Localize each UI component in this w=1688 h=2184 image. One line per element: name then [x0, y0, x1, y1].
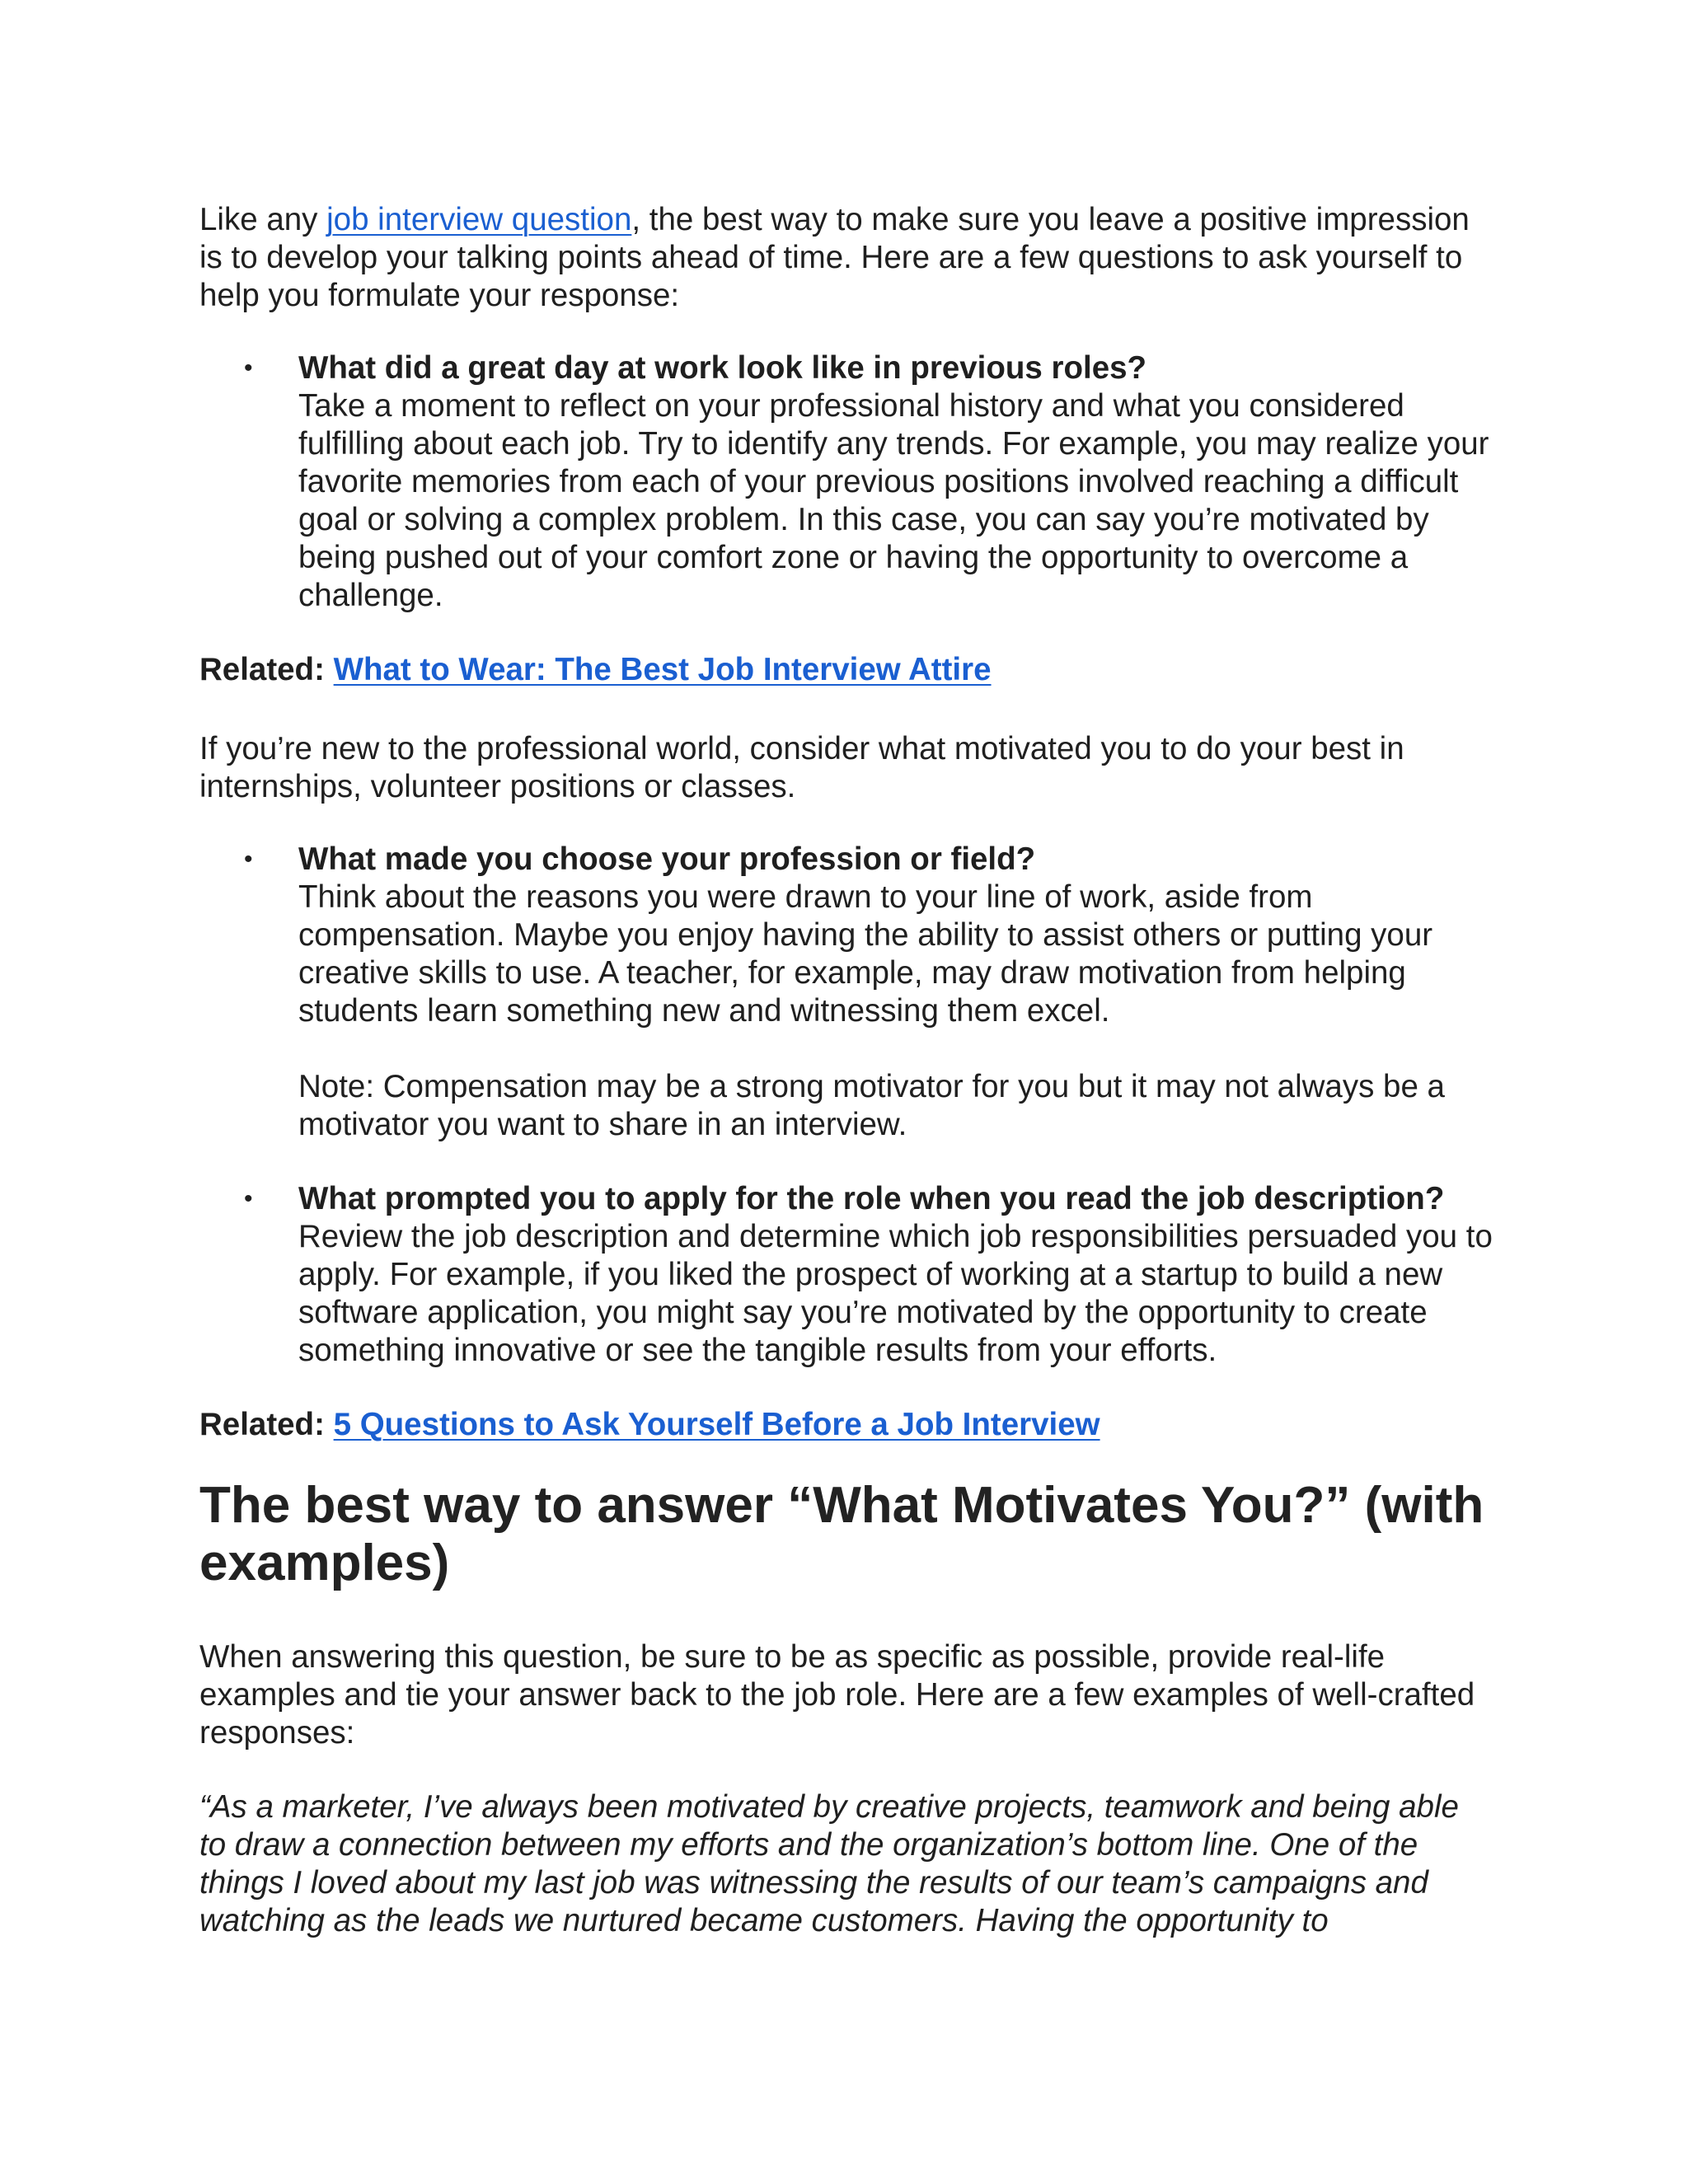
note-text: Note: Compensation may be a strong motivator for you but it may not always be a motivator you want to share in an interview. — [298, 1069, 1445, 1142]
bullet-icon: • — [244, 354, 253, 382]
related-questions-link[interactable]: 5 Questions to Ask Yourself Before a Job Interview — [333, 1407, 1100, 1442]
related-label: Related: — [199, 1407, 325, 1442]
document-page — [199, 201, 1493, 1940]
intro-paragraph — [199, 201, 1493, 315]
question-heading: What made you choose your profession or field? — [298, 841, 1036, 877]
new-professional-paragraph: If you’re new to the professional world, consider what motivated you to do your best in internships, volunteer positions or classes. — [199, 731, 1404, 804]
related-label: Related: — [199, 652, 325, 687]
answering-paragraph: When answering this question, be sure to be as specific as possible, provide real-life examples and tie your answer back to the job role. Here are a few examples of well-crafted responses: — [199, 1639, 1475, 1750]
question-list-2 — [199, 841, 1493, 1370]
question-body: Review the job description and determine which job responsibilities persuaded you to apply. For example, if you liked the prospect of working at a startup to build a new software application, you might say you’re motivated by the opportunity to create something innovative or see the tangible results from your efforts. — [298, 1219, 1493, 1368]
related-link-row — [199, 1406, 1493, 1444]
intro-text-before: Like any — [199, 202, 327, 237]
related-attire-link[interactable]: What to Wear: The Best Job Interview Attire — [333, 652, 992, 687]
job-interview-question-link[interactable]: job interview question — [326, 202, 632, 237]
bullet-icon: • — [244, 1185, 253, 1212]
question-heading: What did a great day at work look like in previous roles? — [298, 350, 1147, 386]
list-item — [199, 1180, 1493, 1370]
question-heading: What prompted you to apply for the role when you read the job description? — [298, 1181, 1445, 1216]
intro-text-after: , the best way to make sure you leave a positive impression is to develop your talking points ahead of time. Here are a few questions to ask yourself to help you formulate your response: — [199, 202, 1470, 313]
question-list-1 — [199, 349, 1493, 615]
list-item — [199, 349, 1493, 615]
example-quote: “As a marketer, I’ve always been motivated by creative projects, teamwork and being able to draw a connection between my efforts and the organization’s bottom line. One of the things I loved about my last job was witnessing the results of our team’s campaigns and watching as the leads we nurtured became customers. Having the opportunity to — [199, 1789, 1459, 1938]
bullet-icon: • — [244, 846, 253, 873]
section-heading: The best way to answer “What Motivates You?” (with examples) — [199, 1477, 1484, 1591]
question-body: Take a moment to reflect on your professional history and what you considered fulfilling about each job. Try to identify any trends. For example, you may realize your favorite memories from each of your previous positions involved reaching a difficult goal or solving a complex problem. In this case, you can say you’re motivated by being pushed out of your comfort zone or having the opportunity to overcome a challenge. — [298, 388, 1489, 613]
related-link-row — [199, 651, 1493, 689]
question-body: Think about the reasons you were drawn to your line of work, aside from compensation. Maybe you enjoy having the ability to assist others or putting your creative skills to use. A teacher, for example, may draw motivation from helping students learn something new and witnessing them excel. — [298, 879, 1433, 1029]
list-item — [199, 841, 1493, 1144]
